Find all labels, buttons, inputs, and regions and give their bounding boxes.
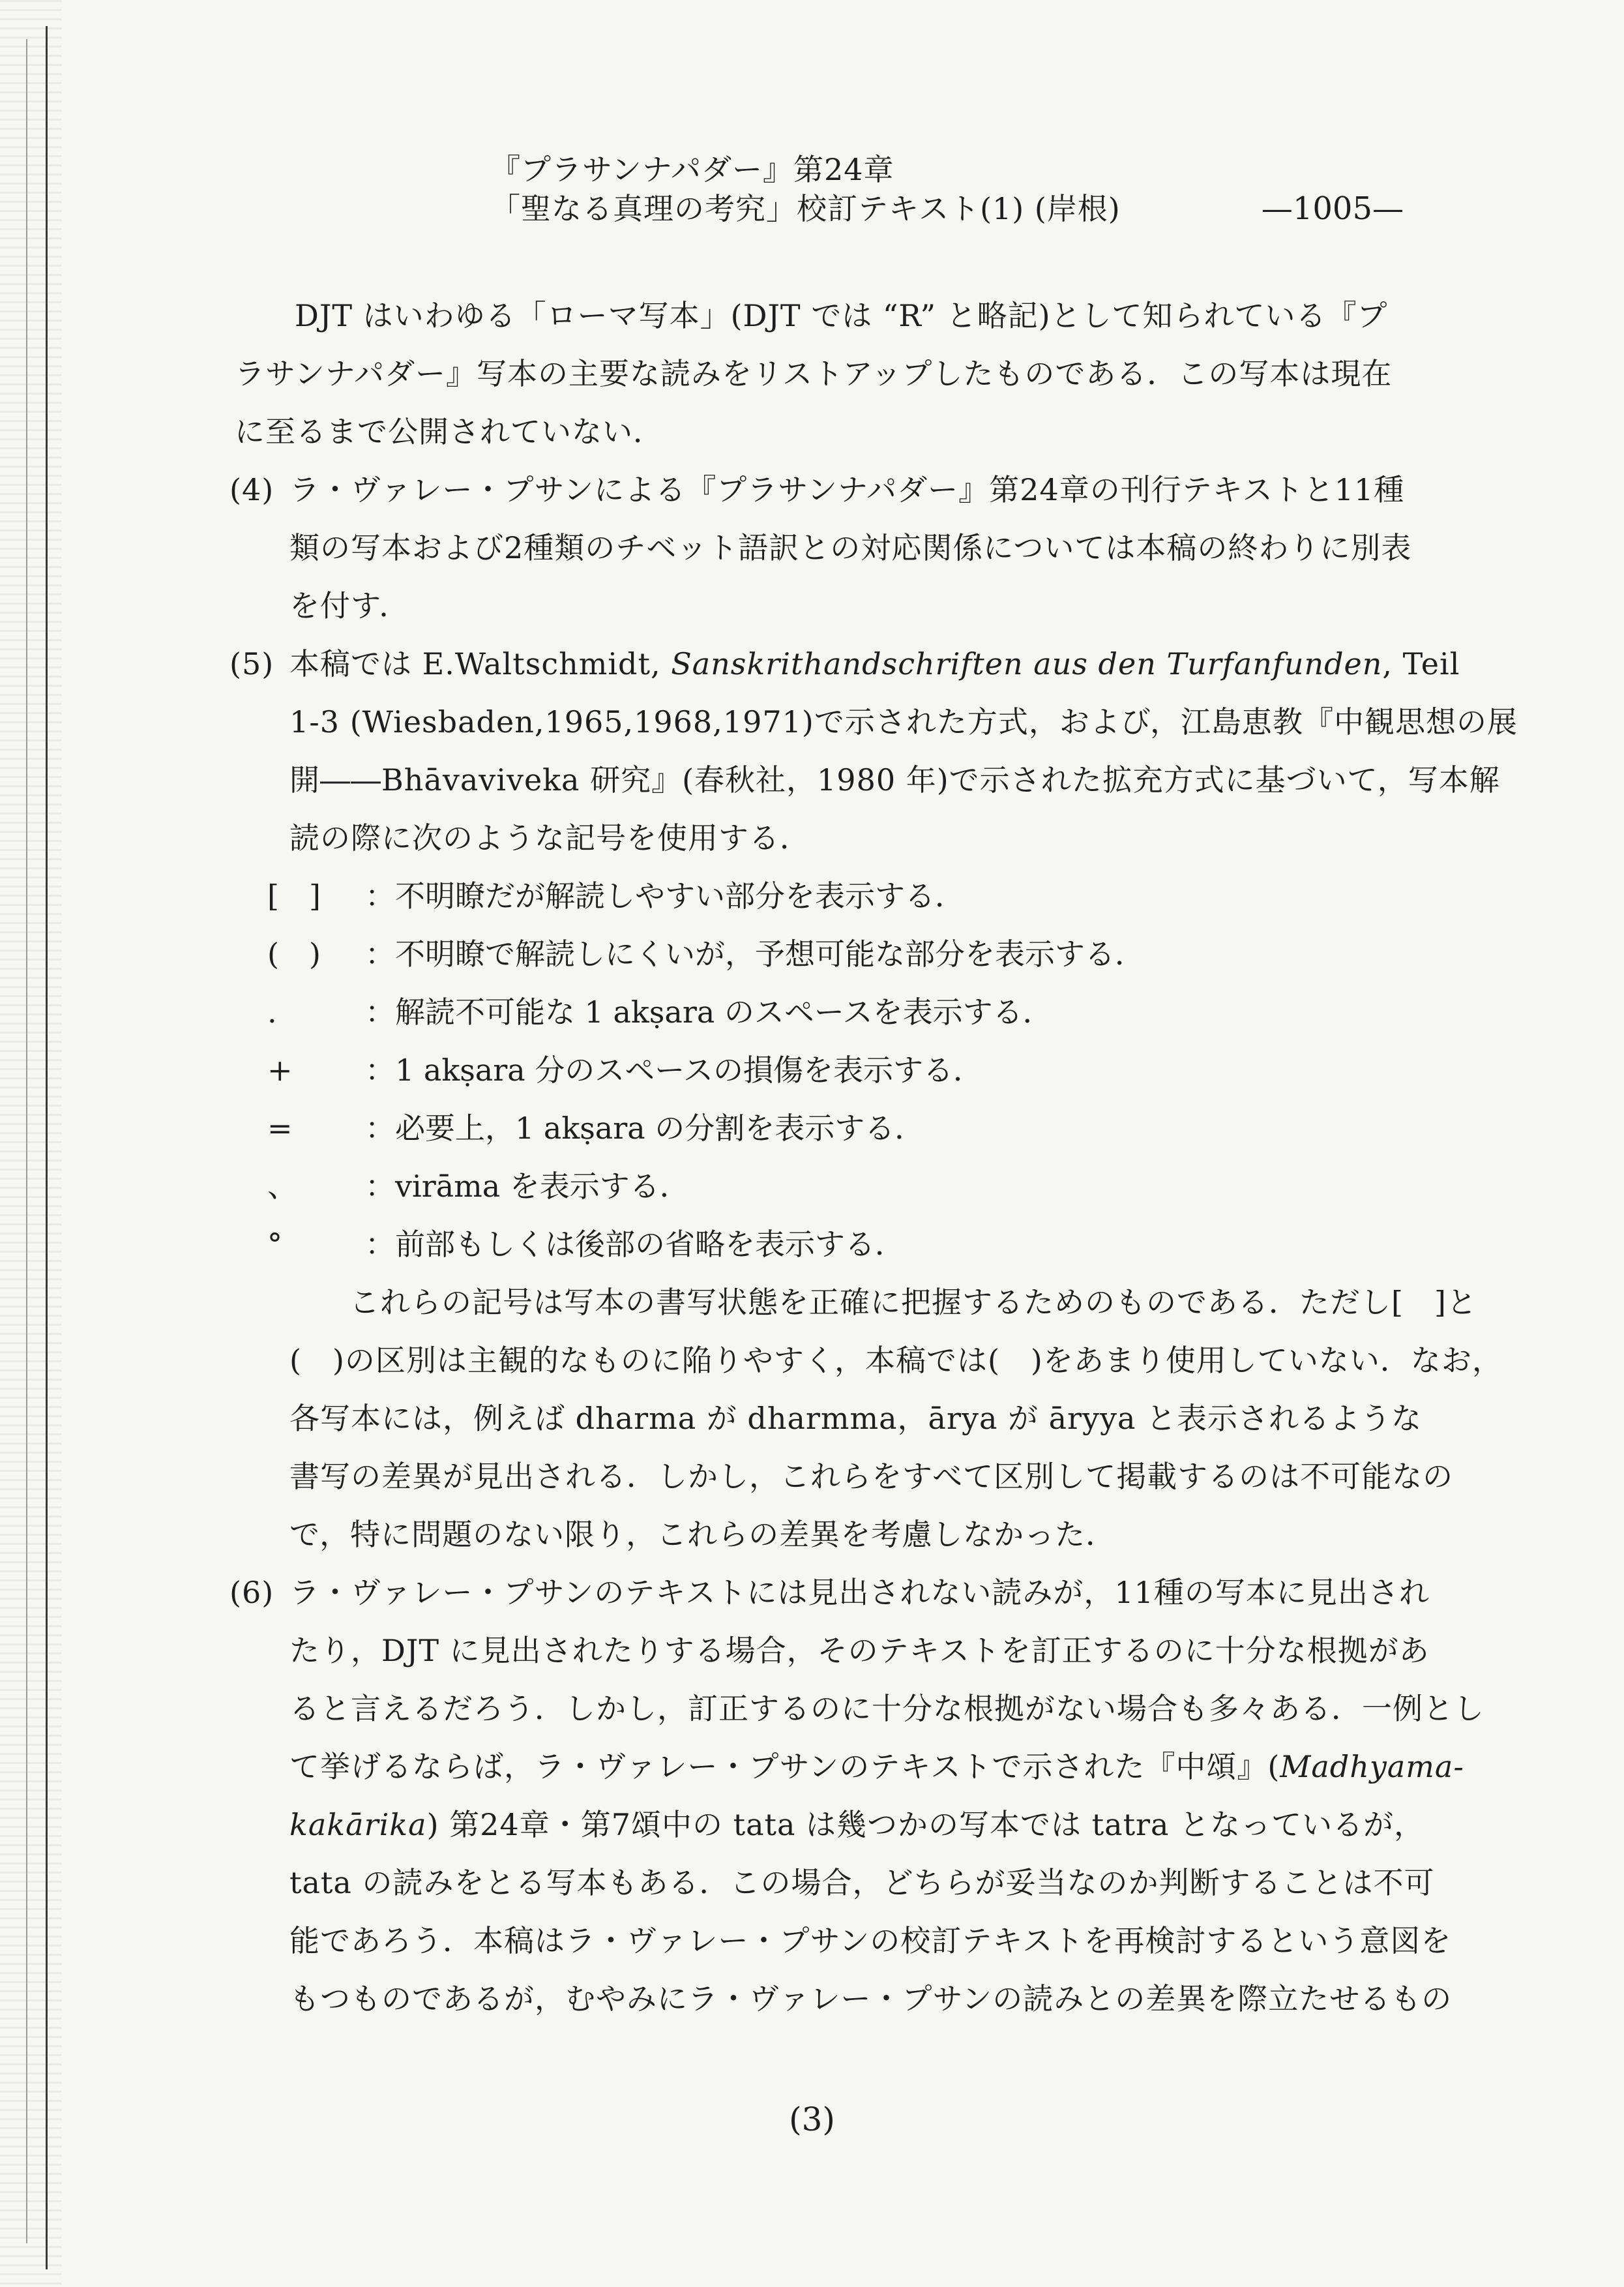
note-6-line (235, 1738, 1464, 1796)
note-6-line (229, 1564, 1430, 1622)
note-6-line: tata の読みをとる写本もある．この場合，どちらが妥当なのか判断することは不可 (289, 1865, 1435, 1900)
para-djt-line: ラサンナパダー』写本の主要な読みをリストアップしたものである．この写本は現在 (235, 356, 1393, 391)
symbol-glyph: . (267, 994, 277, 1030)
note-4-text: ラ・ヴァレー・プサンによる『プラサンナパダー』第24章の刊行テキストと11種 (289, 472, 1405, 507)
symbol-description: ：前部もしくは後部の省略を表示する． (365, 1227, 905, 1262)
note-4-line: 類の写本および2種類のチベット語訳との対応関係については本稿の終わりに別表 (289, 530, 1412, 565)
symbol-row (235, 1216, 1410, 1274)
binding-shadow (26, 39, 27, 2243)
running-head-subtitle: 「聖なる真理の考究」校訂テキスト(1) (岸根) (490, 191, 1121, 226)
note-6-line (235, 1796, 1425, 1854)
symbol-description: ：不明瞭だが解読しやすい部分を表示する． (365, 878, 965, 914)
symbol-row (235, 867, 1410, 925)
symbol-glyph: ( ) (267, 936, 321, 972)
symbol-glyph: + (267, 1053, 293, 1088)
note-4-line (229, 461, 1410, 519)
symbol-glyph: ° (267, 1227, 282, 1262)
note-5-line: 1-3 (Wiesbaden,1965,1968,1971)で示された方式，および，江島恵教『中観思想の展 (289, 704, 1518, 740)
symbol-description: ：不明瞭で解読しにくいが，予想可能な部分を表示する． (365, 936, 1145, 972)
para-djt-line: DJT はいわゆる「ローマ写本」(DJT では “R” と略記)として知られている『プ (295, 298, 1388, 333)
para-djt-line: に至るまで公開されていない． (235, 414, 664, 449)
symbol-row (235, 983, 1410, 1041)
note-6-line: ると言えるだろう．しかし，訂正するのに十分な根拠がない場合も多々ある．一例とし (289, 1691, 1484, 1726)
symbol-description: ：virāma を表示する． (365, 1169, 690, 1204)
note-4-line: を付す． (289, 588, 410, 623)
note-6-text: ラ・ヴァレー・プサンのテキストには見出されない読みが，11種の写本に見出され (289, 1575, 1430, 1610)
symbol-row (235, 1158, 1410, 1216)
running-head-title: 『プラサンナパダー』第24章 (490, 152, 894, 187)
symbol-description: ：解読不可能な 1 akṣara のスペースを表示する． (365, 994, 1053, 1030)
note-5-line: 開――Bhāvaviveka 研究』(春秋社，1980 年)で示された拡充方式に基づいて，写本解 (289, 762, 1500, 798)
symbol-description: ：必要上，1 akṣara の分割を表示する． (365, 1111, 925, 1146)
note-5-line (229, 635, 1460, 693)
para-symbols-line: 各写本には，例えば dharma が dharmma，ārya が āryya と表示されるような (289, 1401, 1423, 1436)
note-4-marker: (4) (229, 472, 274, 507)
note-6-line: たり，DJT に見出されたりする場合，そのテキストを訂正するのに十分な根拠があ (289, 1633, 1430, 1668)
binding-edge (46, 26, 48, 2269)
note-6-italic-title: kakārika (289, 1807, 427, 1842)
note-5-marker: (5) (229, 646, 274, 681)
para-symbols-line: ( )の区別は主観的なものに陥りやすく，本稿では( )をあまり使用していない．なお， (289, 1343, 1503, 1378)
para-symbols-line: 書写の差異が見出される．しかし，これらをすべて区別して掲載するのは不可能なの (289, 1459, 1454, 1494)
note-5-text: 本稿では E.Waltschmidt, (289, 646, 672, 681)
note-6-line: もつものであるが，むやみにラ・ヴァレー・プサンの読みとの差異を際立たせるもの (289, 1981, 1453, 2016)
symbol-row (235, 1099, 1410, 1158)
note-6-text: て挙げるならば，ラ・ヴァレー・プサンのテキストで示された『中頌』( (289, 1749, 1280, 1784)
note-6-marker: (6) (229, 1575, 274, 1610)
symbol-description: ：1 akṣara 分のスペースの損傷を表示する． (365, 1053, 983, 1088)
scan-edge-noise (0, 0, 62, 2287)
body-text (229, 287, 1518, 2028)
note-5-book-title: Sanskrithandschriften aus den Turfanfunden (671, 646, 1383, 681)
symbol-glyph: [ ] (267, 878, 321, 914)
symbol-row (235, 1041, 1410, 1099)
note-5-line: 読の際に次のような記号を使用する． (289, 820, 810, 856)
note-6-line: 能であろう．本稿はラ・ヴァレー・プサンの校訂テキストを再検討するという意図を (289, 1923, 1452, 1958)
symbol-glyph: = (267, 1111, 293, 1146)
footer-page-label: (3) (789, 2100, 835, 2138)
symbol-glyph: 、 (267, 1169, 297, 1204)
running-head (0, 151, 1624, 230)
para-symbols-line: で，特に問題のない限り，これらの差異を考慮しなかった． (289, 1517, 1117, 1552)
note-5-text: , Teil (1382, 646, 1460, 681)
note-6-text: ) 第24章・第7頌中の tata は幾つかの写本では tatra となっているが， (426, 1807, 1425, 1842)
symbol-row (235, 925, 1410, 983)
page-number: —1005— (1261, 190, 1404, 227)
note-6-italic-title: Madhyama- (1280, 1749, 1464, 1784)
para-symbols-line: これらの記号は写本の書写状態を正確に把握するためのものである．ただし[ ]と (349, 1285, 1477, 1320)
